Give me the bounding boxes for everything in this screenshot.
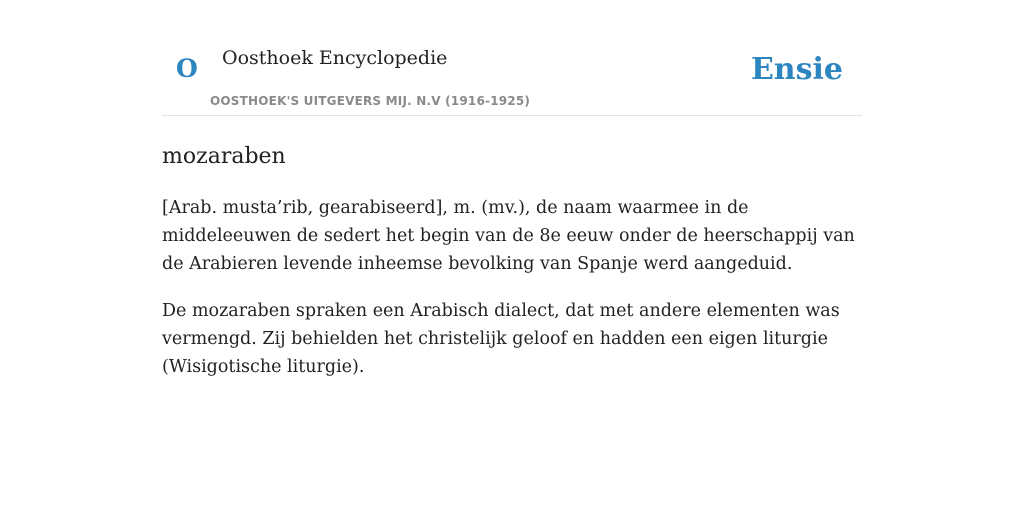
publication-subtitle: OOSTHOEK'S UITGEVERS MIJ. N.V (1916-1925) (210, 94, 531, 108)
entry-body (162, 194, 862, 381)
oosthoek-logo[interactable]: O (176, 54, 198, 83)
entry-paragraph: De mozaraben spraken een Arabisch dialect, dat met andere elementen was vermengd. Zij behielden het christelijk geloof en hadden een eigen liturgie (Wisigotische liturgie). (162, 301, 840, 377)
entry-title: mozaraben (162, 144, 286, 169)
ensie-logo[interactable]: Ensie (750, 52, 843, 87)
publication-title[interactable]: Oosthoek Encyclopedie (222, 47, 448, 69)
content-container (162, 0, 862, 381)
publication-header (162, 0, 862, 116)
entry-paragraph: [Arab. musta’rib, gearabiseerd], m. (mv.), de naam waarmee in de middeleeuwen de sedert het begin van de 8e eeuw onder de heerschappij van de Arabieren levende inheemse bevolking van Spanje werd aangeduid. (162, 198, 855, 274)
